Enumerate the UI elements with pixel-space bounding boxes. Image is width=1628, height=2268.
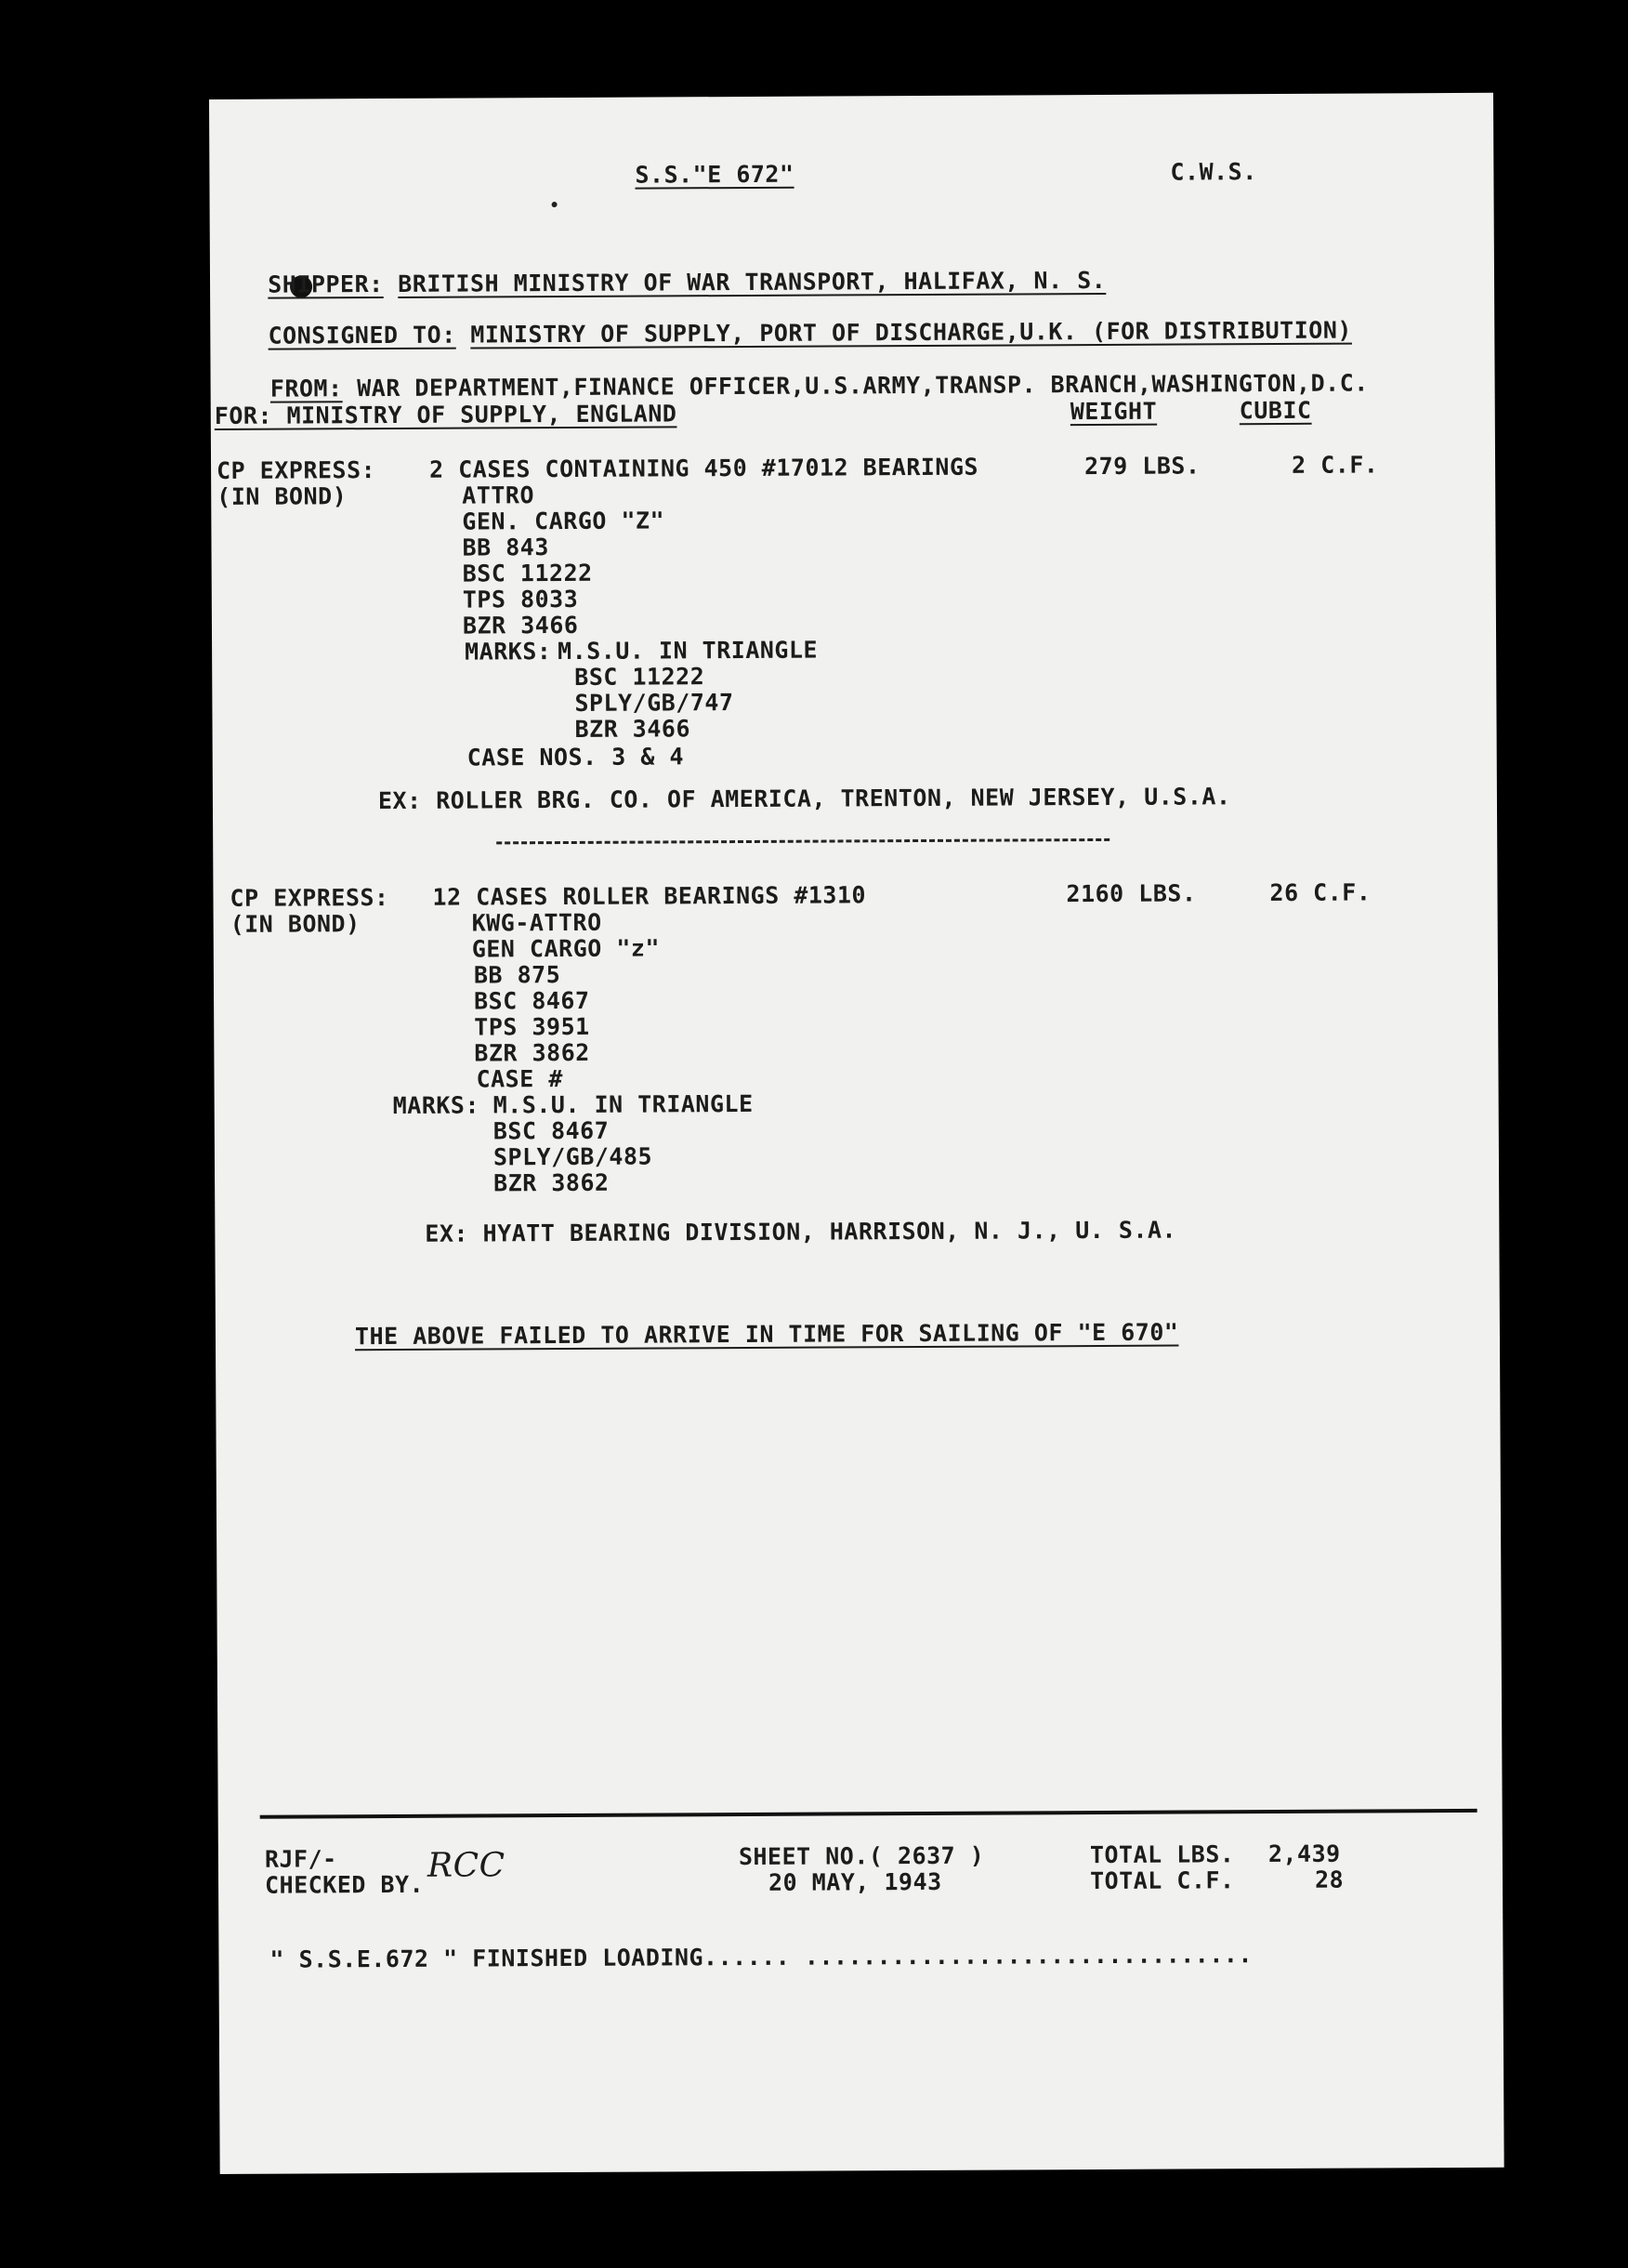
- entry2-line: KWG-ATTRO: [471, 908, 602, 937]
- entry1-line: BSC 11222: [462, 559, 593, 587]
- entry2-ex: EX: HYATT BEARING DIVISION, HARRISON, N. J., U. S.A.: [425, 1216, 1177, 1247]
- document-sheet: [209, 93, 1504, 2174]
- entry1-weight: 279 LBS.: [1084, 452, 1201, 481]
- entry1-mark: SPLY/GB/747: [574, 689, 734, 717]
- entry1-mark: M.S.U. IN TRIANGLE: [558, 636, 819, 666]
- late-arrival-note: THE ABOVE FAILED TO ARRIVE IN TIME FOR SAILING OF "E 670": [354, 1318, 1179, 1351]
- entry2-line: BB 875: [473, 961, 561, 989]
- separator-line: [496, 838, 1109, 844]
- entry2-mark: BSC 8467: [492, 1116, 610, 1145]
- consigned-label: CONSIGNED TO:: [268, 321, 456, 349]
- entry1-line: ATTRO: [462, 481, 535, 509]
- ink-dot: [552, 202, 558, 207]
- entry1-line: BZR 3466: [462, 611, 579, 640]
- entry1-mark: BZR 3466: [574, 715, 691, 743]
- for-line: FOR: MINISTRY OF SUPPLY, ENGLAND: [214, 400, 677, 429]
- entry1-description: 2 CASES CONTAINING 450 #17012 BEARINGS: [429, 453, 979, 483]
- entry2-cubic: 26 C.F.: [1269, 878, 1372, 907]
- checker-signature: RCC: [427, 1846, 505, 1885]
- entry2-bond: (IN BOND): [230, 910, 361, 938]
- entry2-line: BZR 3862: [474, 1038, 590, 1067]
- total-cf-value: 28: [1314, 1866, 1345, 1893]
- typist-initials: RJF/-: [264, 1845, 337, 1873]
- entry1-line: TPS 8033: [462, 585, 579, 613]
- entry1-bond: (IN BOND): [217, 482, 348, 510]
- cws-code: C.W.S.: [1170, 158, 1257, 186]
- from-value: WAR DEPARTMENT,FINANCE OFFICER,U.S.ARMY,TRANSP. BRANCH,WASHINGTON,D.C.: [357, 369, 1369, 402]
- entry2-line: CASE #: [476, 1065, 563, 1093]
- entry2-mark: M.S.U. IN TRIANGLE: [492, 1089, 754, 1119]
- cubic-column-header: CUBIC: [1239, 396, 1312, 425]
- sheet-date: 20 MAY, 1943: [768, 1867, 942, 1896]
- sheet-number: SHEET NO.( 2637 ): [738, 1841, 985, 1871]
- consigned-value: MINISTRY OF SUPPLY, PORT OF DISCHARGE,U.K. (FOR DISTRIBUTION): [470, 316, 1352, 349]
- weight-column-header: WEIGHT: [1070, 397, 1158, 426]
- total-lbs-label: TOTAL LBS.: [1089, 1840, 1235, 1869]
- entry2-line: GEN CARGO "z": [471, 934, 661, 963]
- footer-rule: [260, 1809, 1477, 1819]
- entry2-weight: 2160 LBS.: [1066, 879, 1197, 908]
- shipper-value: BRITISH MINISTRY OF WAR TRANSPORT, HALIFAX, N. S.: [398, 266, 1107, 297]
- entry1-ex: EX: ROLLER BRG. CO. OF AMERICA, TRENTON, NEW JERSEY, U.S.A.: [377, 783, 1231, 815]
- entry2-method: CP EXPRESS:: [230, 883, 389, 912]
- entry1-line: GEN. CARGO "Z": [462, 507, 665, 535]
- from-label: FROM:: [269, 375, 343, 402]
- entry2-mark: BZR 3862: [493, 1168, 610, 1197]
- entry2-marks-label: MARKS:: [392, 1091, 480, 1119]
- checked-by-label: CHECKED BY.: [264, 1870, 425, 1899]
- entry1-method: CP EXPRESS:: [217, 456, 376, 484]
- entry2-line: BSC 8467: [474, 986, 590, 1015]
- finished-loading: " S.S.E.672 " FINISHED LOADING...... ...............................: [269, 1941, 1254, 1973]
- entry1-marks-label: MARKS:: [465, 638, 552, 666]
- total-lbs-value: 2,439: [1267, 1839, 1341, 1868]
- entry2-description: 12 CASES ROLLER BEARINGS #1310: [432, 881, 867, 911]
- entry1-mark: BSC 11222: [574, 663, 705, 691]
- entry2-line: TPS 3951: [474, 1012, 590, 1041]
- entry1-cubic: 2 C.F.: [1291, 451, 1379, 479]
- total-cf-label: TOTAL C.F.: [1089, 1866, 1235, 1895]
- entry2-mark: SPLY/GB/485: [492, 1142, 653, 1171]
- ship-name: S.S."E 672": [635, 160, 794, 189]
- shipper-label: SHIPPER:: [268, 270, 384, 298]
- entry1-line: BB 843: [462, 534, 549, 561]
- entry1-case-nos: CASE NOS. 3 & 4: [466, 743, 685, 771]
